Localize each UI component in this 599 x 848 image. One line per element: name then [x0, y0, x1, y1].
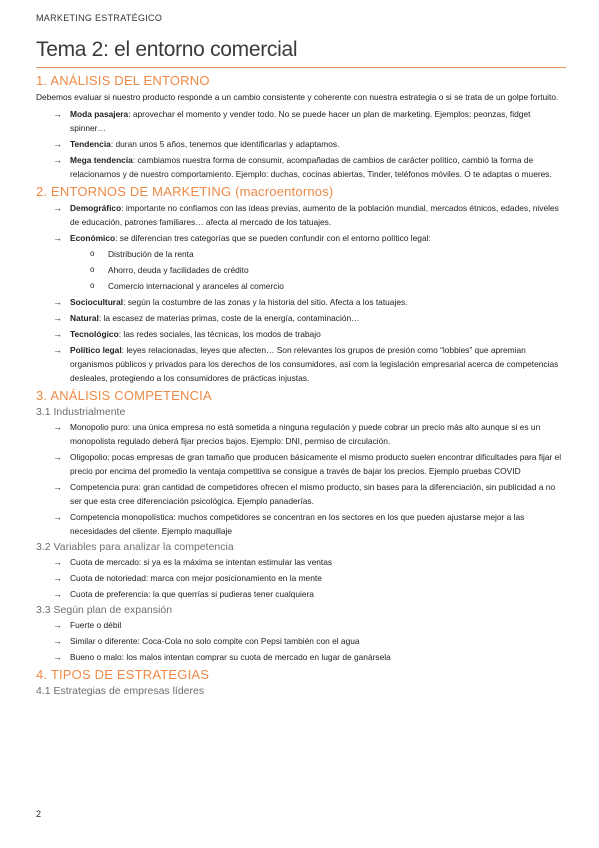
item-term: Natural	[70, 313, 99, 323]
list-item	[36, 634, 566, 648]
arrow-bullet-icon: →	[53, 482, 62, 492]
item-text: Cuota de mercado: si ya es la máxima se intentan estimular las ventas	[70, 557, 333, 567]
section-2-list	[36, 201, 566, 245]
list-item	[36, 571, 566, 585]
page-number: 2	[36, 809, 42, 819]
list-item	[36, 201, 566, 229]
arrow-bullet-icon: →	[53, 636, 62, 646]
subsection-heading-3-3: 3.3 Según plan de expansión	[36, 604, 173, 616]
subsection-heading-3-2: 3.2 Variables para analizar la competencia	[36, 541, 234, 553]
item-text: : importante no confiamos con las ideas previas, aumento de la población mundial, mercados étnicos, edades, niveles de educación, patrones familiares… afecta al mercado de los tatuajes.	[70, 203, 559, 227]
item-text: : duran unos 5 años, tenemos que identificarlas y adaptamos.	[110, 139, 340, 149]
section-heading-2: 2. ENTORNOS DE MARKETING (macroentornos)	[36, 184, 334, 199]
item-text: Cuota de notoriedad: marca con mejor posicionamiento en la mente	[70, 573, 322, 583]
subsection-3-3-list	[36, 618, 566, 664]
list-item	[36, 153, 566, 181]
item-term: Político legal	[70, 345, 122, 355]
sub-item-text: Ahorro, deuda y facilidades de crédito	[108, 265, 249, 275]
arrow-bullet-icon: →	[53, 139, 62, 149]
arrow-bullet-icon: →	[53, 297, 62, 307]
list-item	[36, 327, 566, 341]
arrow-bullet-icon: →	[53, 329, 62, 339]
title-divider	[36, 67, 566, 68]
item-term: Mega tendencia	[70, 155, 133, 165]
page-title: Tema 2: el entorno comercial	[36, 38, 298, 61]
arrow-bullet-icon: →	[53, 422, 62, 432]
section-heading-4: 4. TIPOS DE ESTRATEGIAS	[36, 667, 210, 682]
arrow-bullet-icon: →	[53, 345, 62, 355]
list-item	[36, 510, 566, 538]
item-term: Tecnológico	[70, 329, 119, 339]
arrow-bullet-icon: →	[53, 155, 62, 165]
item-text: Bueno o malo: los malos intentan comprar su cuota de mercado en lugar de ganársela	[70, 652, 391, 662]
item-text: : las redes sociales, las técnicas, los modos de trabajo	[118, 329, 321, 339]
section-1-list	[36, 107, 566, 181]
list-item	[36, 587, 566, 601]
arrow-bullet-icon: →	[53, 557, 62, 567]
section-heading-3: 3. ANÁLISIS COMPETENCIA	[36, 388, 212, 403]
arrow-bullet-icon: →	[53, 452, 62, 462]
arrow-bullet-icon: →	[53, 620, 62, 630]
item-text: : se diferencian tres categorías que se pueden confundir con el entorno político legal:	[115, 233, 431, 243]
item-term: Moda pasajera	[70, 109, 129, 119]
circle-bullet-icon: o	[90, 265, 95, 274]
item-text: Competencia pura: gran cantidad de competidores ofrecen el mismo producto, sin bases para la diferenciación, sin publicidad a no ser que esta cree diferenciación psicológica. Ejemplo panaderías.	[70, 482, 556, 506]
list-item	[36, 295, 566, 309]
sub-item-text: Distribución de la renta	[108, 249, 194, 259]
economic-sublist	[36, 247, 566, 293]
section-1-intro: Debemos evaluar si nuestro producto responde a un cambio consistente y coherente con nuestra estrategia o si se trata de un golpe fortuito.	[36, 92, 559, 102]
arrow-bullet-icon: →	[53, 313, 62, 323]
running-header: MARKETING ESTRATÉGICO	[36, 13, 163, 23]
list-item	[36, 480, 566, 508]
arrow-bullet-icon: →	[53, 589, 62, 599]
section-heading-1: 1. ANÁLISIS DEL ENTORNO	[36, 73, 210, 88]
list-item	[36, 107, 566, 135]
item-text: : leyes relacionadas, leyes que afecten… Son relevantes los grupos de presión como “lobbies” que apremian organismos públicos y privados para los derechos de los consumidores, así com la legislación empresarial acerca de competencias desleales, protegiendo a los consumidores de prácticas injustas.	[70, 345, 559, 383]
list-item	[36, 311, 566, 325]
list-item	[36, 650, 566, 664]
list-item	[36, 618, 566, 632]
list-item	[36, 343, 566, 385]
subsection-3-1-list	[36, 420, 566, 538]
item-term: Tendencia	[70, 139, 111, 149]
item-term: Económico	[70, 233, 116, 243]
arrow-bullet-icon: →	[53, 233, 62, 243]
list-item	[36, 231, 566, 245]
arrow-bullet-icon: →	[53, 512, 62, 522]
item-term: Demográfico	[70, 203, 122, 213]
arrow-bullet-icon: →	[53, 573, 62, 583]
subsection-3-2-list	[36, 555, 566, 601]
arrow-bullet-icon: →	[53, 109, 62, 119]
subsection-heading-4-1: 4.1 Estrategias de empresas líderes	[36, 685, 205, 697]
item-text: Fuerte o débil	[70, 620, 122, 630]
sub-item-text: Comercio internacional y aranceles al comercio	[108, 281, 284, 291]
document-body	[36, 70, 566, 699]
item-text: : según la costumbre de las zonas y la historia del sitio. Afecta a los tatuajes.	[123, 297, 408, 307]
arrow-bullet-icon: →	[53, 652, 62, 662]
circle-bullet-icon: o	[90, 249, 95, 258]
item-text: Similar o diferente: Coca-Cola no solo compite con Pepsi también con el agua	[70, 636, 360, 646]
sub-list-item	[36, 279, 566, 293]
subsection-heading-3-1: 3.1 Industrialmente	[36, 406, 126, 418]
item-text: Competencia monopolística: muchos competidores se concentran en los sectores en los que pueden ajustarse mejor a las necesidades del cliente. Ejemplo maquillaje	[70, 512, 525, 536]
item-text: Cuota de preferencia: la que querrías si pudieras tener cualquiera	[70, 589, 314, 599]
list-item	[36, 420, 566, 448]
sub-list-item	[36, 247, 566, 261]
arrow-bullet-icon: →	[53, 203, 62, 213]
item-text: : aprovechar el momento y vender todo. No se puede hacer un plan de marketing. Ejemplos: peonzas, fidget spinner…	[70, 109, 531, 133]
list-item	[36, 555, 566, 569]
item-text: : cambiamos nuestra forma de consumir, acompañadas de cambios de carácter político, cambió la forma de relacionarnos y de nuestro comportamiento. Ejemplo: duchas, cocinas abiertas, Tinder, teléfonos móviles. O te adaptas o mueres.	[70, 155, 552, 179]
list-item	[36, 450, 566, 478]
item-text: : la escasez de materias primas, coste de la energía, contaminación…	[98, 313, 360, 323]
section-2-list-continued	[36, 295, 566, 385]
item-text: Oligopolio: pocas empresas de gran tamaño que producen básicamente el mismo producto suelen encontrar dificultades para fijar el precio por encima del promedio la ventaja competitiva se consigue a través de bajar los precios. Ejemplo pruebas COVID	[70, 452, 562, 476]
item-text: Monopolio puro: una única empresa no está sometida a ninguna regulación y puede cobrar un precio más alto aunque si es un monopolista regulado deberá fijar precios bajos. Ejemplo: DNI, permiso de circulación.	[70, 422, 541, 446]
list-item	[36, 137, 566, 151]
sub-list-item	[36, 263, 566, 277]
circle-bullet-icon: o	[90, 281, 95, 290]
item-term: Sociocultural	[70, 297, 124, 307]
